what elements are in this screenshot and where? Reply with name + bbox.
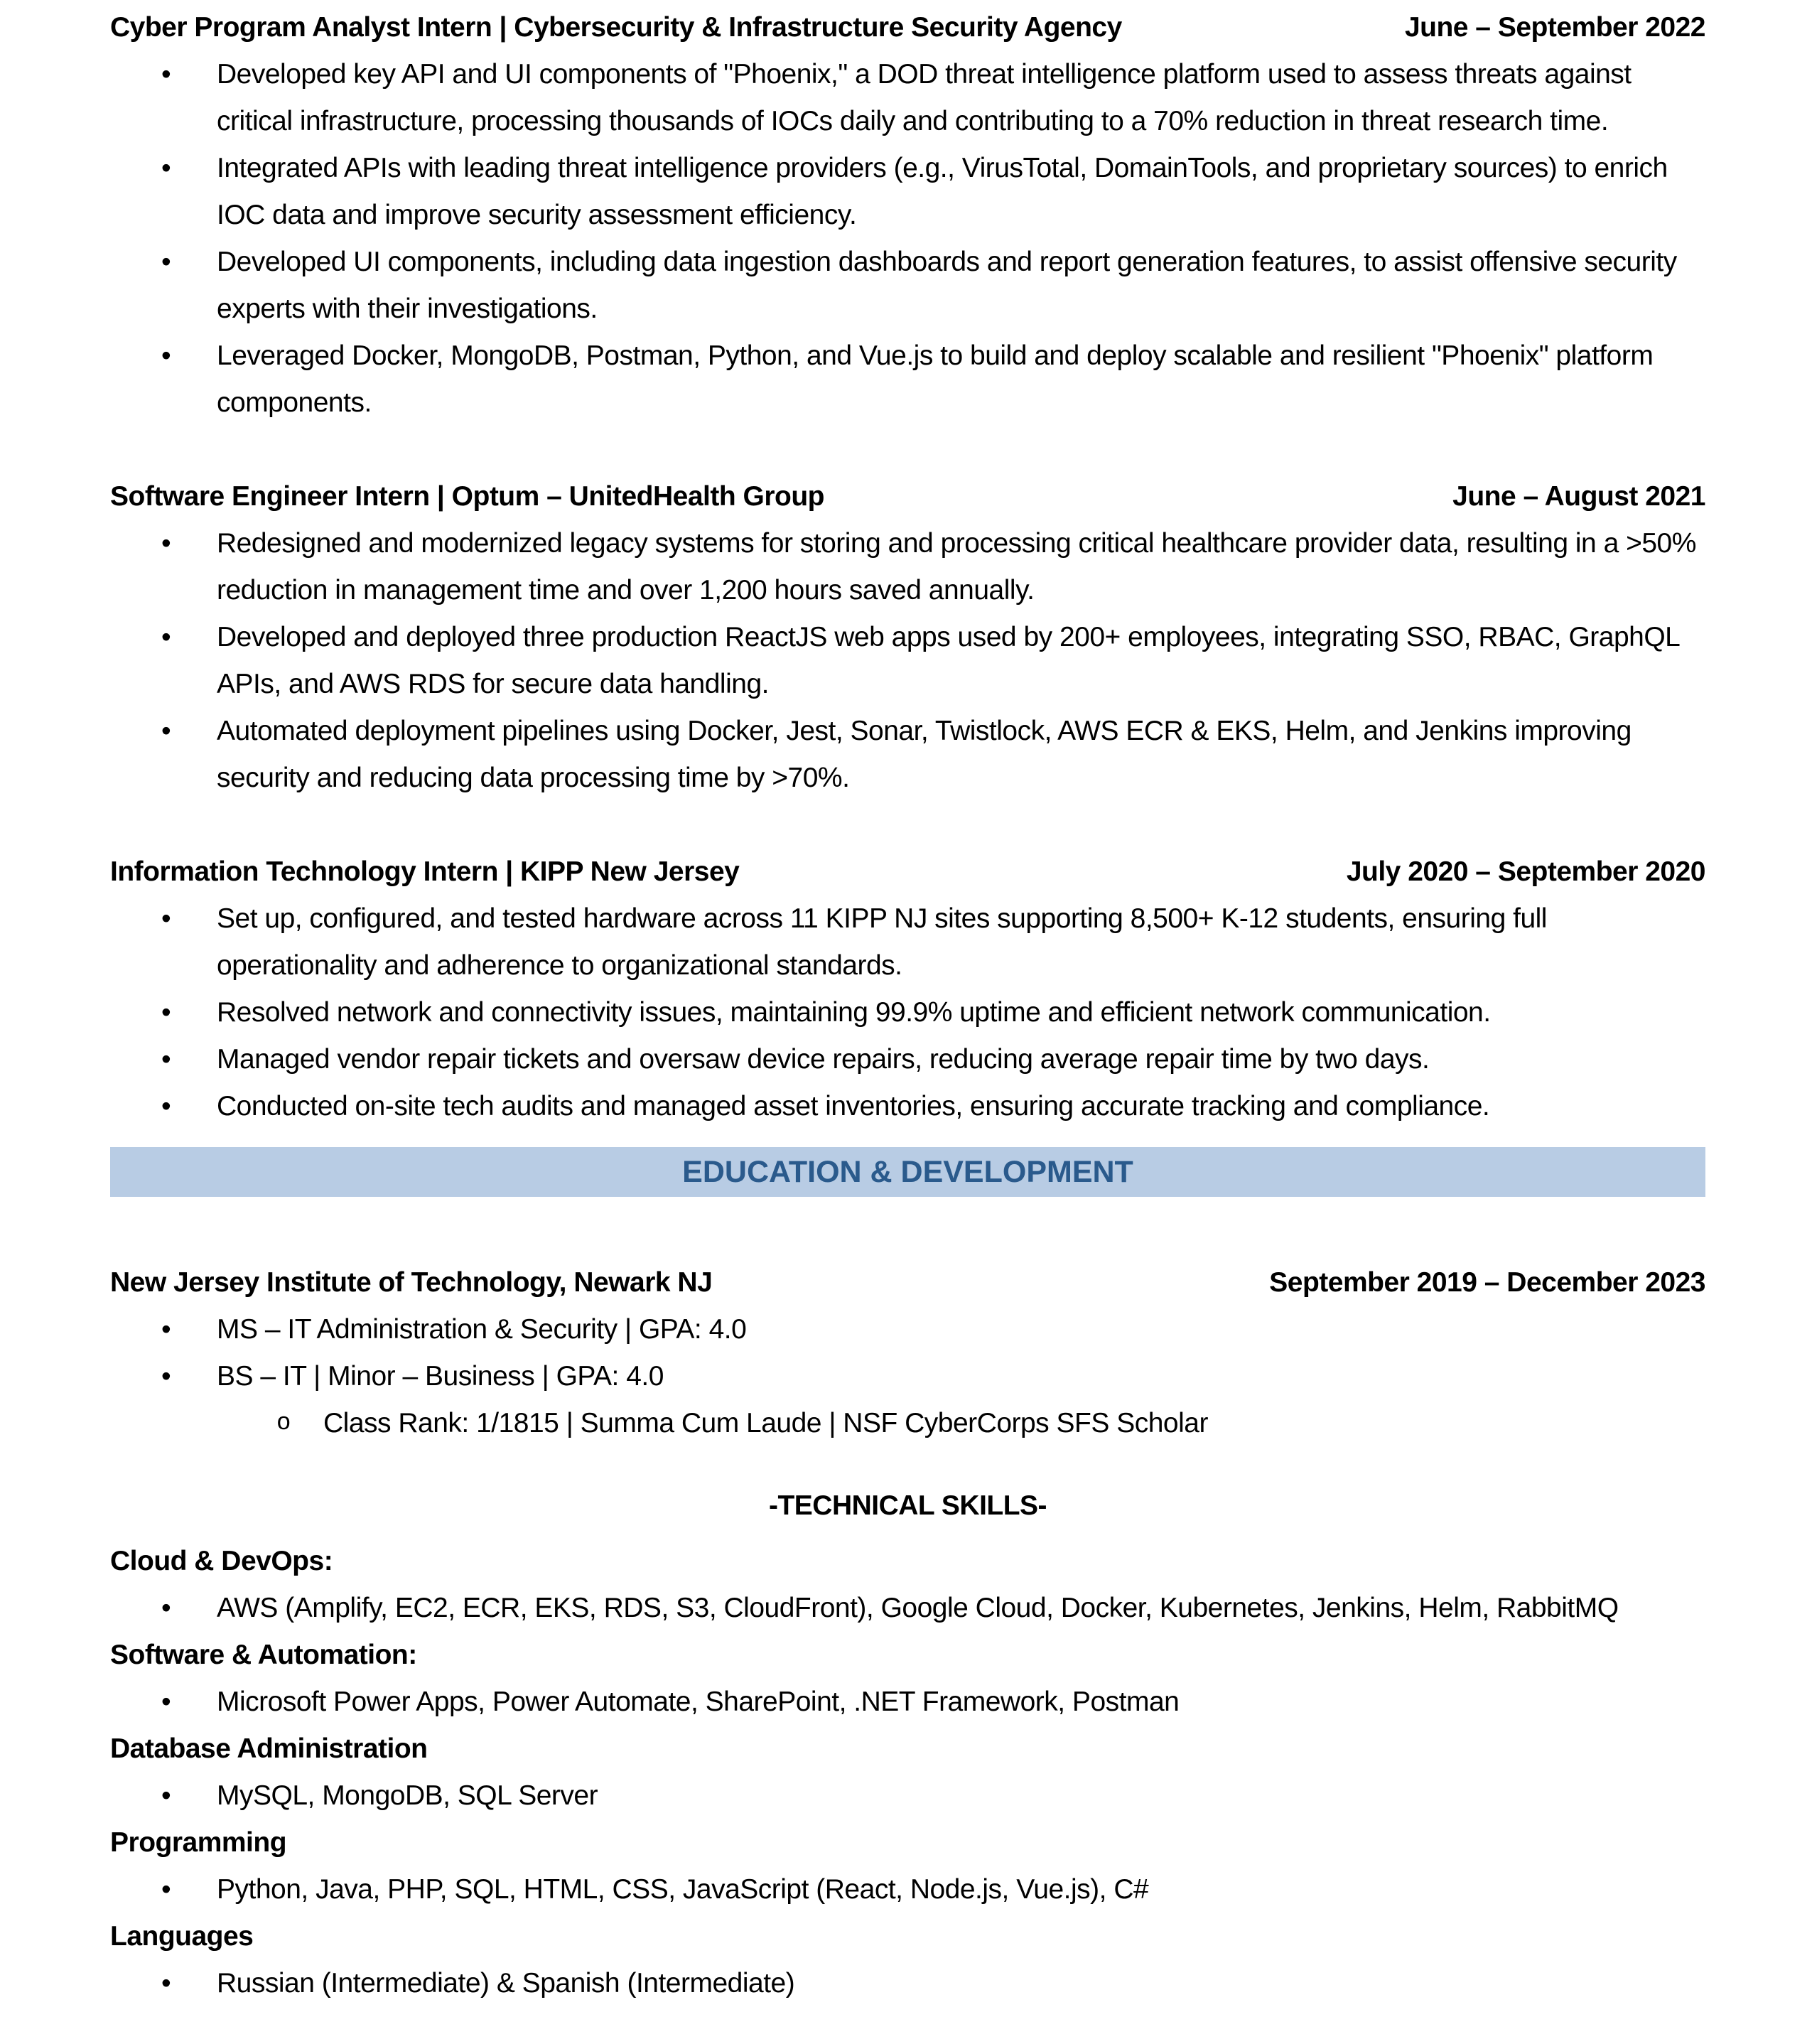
- education-items: [110, 1306, 1705, 1447]
- bullet-text: Developed key API and UI components of "Phoenix," a DOD threat intelligence platform used to assess threats against critical infrastructure, processing thousands of IOCs daily and contributing to a 70% reduction in threat research time.: [217, 59, 1632, 136]
- bullet-marker: •: [161, 1361, 171, 1392]
- bullet-text: Python, Java, PHP, SQL, HTML, CSS, JavaScript (React, Node.js, Vue.js), C#: [217, 1874, 1149, 1905]
- bullet-marker: •: [161, 1314, 171, 1345]
- job-bullet: [110, 1083, 1705, 1130]
- skill-group-label: Programming: [110, 1827, 287, 1858]
- bullet-text: Class Rank: 1/1815 | Summa Cum Laude | NSF CyberCorps SFS Scholar: [323, 1408, 1208, 1438]
- skill-group: [110, 1538, 1705, 1632]
- skill-group: [110, 1913, 1705, 2007]
- bullet-marker: •: [161, 1593, 171, 1623]
- bullet-marker: •: [161, 340, 171, 371]
- skill-group: [110, 1632, 1705, 1726]
- sub-bullet-marker: o: [276, 1410, 291, 1437]
- skills-section: [110, 1538, 1705, 2007]
- education-bullet: [110, 1400, 1705, 1447]
- bullet-text: Integrated APIs with leading threat intelligence providers (e.g., VirusTotal, DomainTools, and proprietary sources) to enrich IOC data and improve security assessment efficiency.: [217, 153, 1668, 230]
- skill-bullet: [110, 1773, 1705, 1819]
- bullet-marker: •: [161, 903, 171, 934]
- bullet-marker: •: [161, 153, 171, 183]
- bullet-text: Resolved network and connectivity issues, maintaining 99.9% uptime and efficient network communication.: [217, 997, 1491, 1028]
- job-entry: [110, 473, 1705, 802]
- bullet-marker: •: [161, 1091, 171, 1121]
- bullet-marker: •: [161, 59, 171, 90]
- bullet-text: Developed UI components, including data ingestion dashboards and report generation features, to assist offensive security experts with their investigations.: [217, 247, 1677, 324]
- bullet-text: Leveraged Docker, MongoDB, Postman, Python, and Vue.js to build and deploy scalable and resilient "Phoenix" platform components.: [217, 340, 1654, 418]
- education-school: New Jersey Institute of Technology, Newark NJ: [110, 1267, 713, 1298]
- skill-group-label: Software & Automation:: [110, 1640, 417, 1670]
- job-bullet: [110, 333, 1705, 426]
- bullet-text: MS – IT Administration & Security | GPA: 4.0: [217, 1314, 747, 1345]
- bullet-text: Redesigned and modernized legacy systems for storing and processing critical healthcare provider data, resulting in a >50% reduction in management time and over 1,200 hours saved annually.: [217, 528, 1696, 606]
- bullet-marker: •: [161, 622, 171, 652]
- job-title: Information Technology Intern | KIPP New Jersey: [110, 856, 740, 887]
- skill-group: [110, 1819, 1705, 1913]
- education-bullet: [110, 1306, 1705, 1353]
- bullet-marker: •: [161, 997, 171, 1028]
- job-header: [110, 849, 1705, 895]
- education-header: [110, 1259, 1705, 1306]
- education-bullet: [110, 1353, 1705, 1400]
- bullet-marker: •: [161, 1687, 171, 1717]
- job-dates: July 2020 – September 2020: [1346, 856, 1705, 887]
- job-bullet: [110, 239, 1705, 333]
- bullet-text: Conducted on-site tech audits and managed asset inventories, ensuring accurate tracking and compliance.: [217, 1091, 1490, 1121]
- job-header: [110, 473, 1705, 520]
- job-bullet: [110, 51, 1705, 145]
- bullet-text: BS – IT | Minor – Business | GPA: 4.0: [217, 1361, 664, 1392]
- bullet-text: MySQL, MongoDB, SQL Server: [217, 1780, 598, 1811]
- skill-bullet: [110, 1866, 1705, 1913]
- education-dates: September 2019 – December 2023: [1269, 1267, 1705, 1298]
- education-banner-label: EDUCATION & DEVELOPMENT: [682, 1155, 1133, 1189]
- bullet-marker: •: [161, 1874, 171, 1905]
- bullet-text: Set up, configured, and tested hardware across 11 KIPP NJ sites supporting 8,500+ K-12 students, ensuring full operationality and adherence to organizational standards.: [217, 903, 1547, 981]
- bullet-text: Managed vendor repair tickets and oversaw device repairs, reducing average repair time by two days.: [217, 1044, 1430, 1075]
- skill-group-label: Cloud & DevOps:: [110, 1546, 333, 1576]
- bullet-text: Russian (Intermediate) & Spanish (Intermediate): [217, 1968, 795, 1999]
- job-bullet: [110, 895, 1705, 989]
- job-dates: June – August 2021: [1452, 481, 1705, 512]
- bullet-marker: •: [161, 716, 171, 746]
- bullet-marker: •: [161, 1044, 171, 1075]
- bullet-text: Automated deployment pipelines using Docker, Jest, Sonar, Twistlock, AWS ECR & EKS, Helm, and Jenkins improving security and reducing data processing time by >70%.: [217, 716, 1632, 793]
- skill-group: [110, 1726, 1705, 1819]
- skill-bullet: [110, 1585, 1705, 1632]
- job-entry: [110, 4, 1705, 426]
- skill-group-label: Languages: [110, 1921, 254, 1952]
- bullet-marker: •: [161, 1780, 171, 1811]
- job-bullet: [110, 989, 1705, 1036]
- job-bullet: [110, 614, 1705, 708]
- bullet-text: Microsoft Power Apps, Power Automate, SharePoint, .NET Framework, Postman: [217, 1687, 1180, 1717]
- bullet-marker: •: [161, 1968, 171, 1999]
- skill-bullet: [110, 1960, 1705, 2007]
- job-bullet: [110, 1036, 1705, 1083]
- job-header: [110, 4, 1705, 51]
- skill-group-label: Database Administration: [110, 1733, 428, 1764]
- bullet-text: Developed and deployed three production ReactJS web apps used by 200+ employees, integrating SSO, RBAC, GraphQL APIs, and AWS RDS for secure data handling.: [217, 622, 1679, 699]
- education-section: [110, 1259, 1705, 1447]
- job-dates: June – September 2022: [1404, 12, 1705, 43]
- job-bullet: [110, 708, 1705, 802]
- job-title: Cyber Program Analyst Intern | Cybersecurity & Infrastructure Security Agency: [110, 12, 1122, 43]
- job-bullet: [110, 520, 1705, 614]
- job-title: Software Engineer Intern | Optum – UnitedHealth Group: [110, 481, 825, 512]
- experience-section: [110, 4, 1705, 1130]
- education-banner: [110, 1147, 1705, 1197]
- bullet-marker: •: [161, 528, 171, 559]
- bullet-marker: •: [161, 247, 171, 277]
- job-bullet: [110, 145, 1705, 239]
- skill-bullet: [110, 1679, 1705, 1726]
- bullet-text: AWS (Amplify, EC2, ECR, EKS, RDS, S3, CloudFront), Google Cloud, Docker, Kubernetes, Jenkins, Helm, RabbitMQ: [217, 1593, 1619, 1623]
- technical-skills-heading: -TECHNICAL SKILLS-: [768, 1490, 1047, 1521]
- job-entry: [110, 849, 1705, 1130]
